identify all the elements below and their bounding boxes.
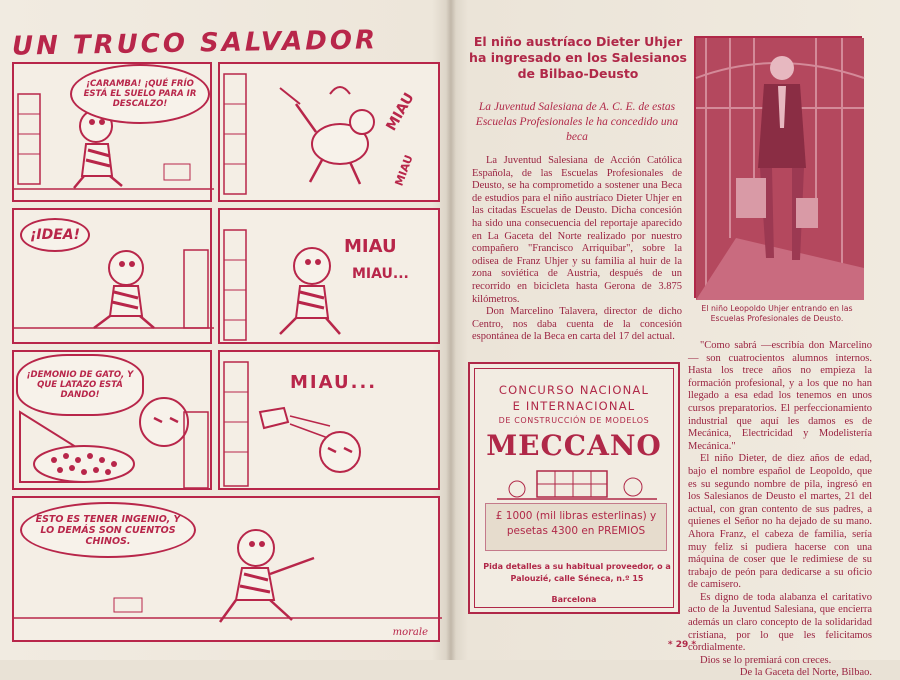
comic-panel-3 [12, 208, 212, 344]
ad-line-3: DE CONSTRUCCIÓN DE MODELOS [498, 416, 650, 425]
article-photo [694, 36, 862, 298]
article-paragraph-6: Dios se lo premiará con creces. [700, 654, 832, 666]
comic-panel-2 [218, 62, 440, 202]
article-column-left [472, 155, 682, 344]
article-paragraph-1: La Juventud Salesiana de Acción Católica Española, de las Escuelas Profesionales de Deusto, se ha comprometido a sostener una Beca de estudios para el niño austríaco Dieter Uhjer en las citadas Escuelas de Deusto. Dicha concesión ha sido una consecuencia del reportaje aparecido en La Gaceta del Norte realizado por nuestro compañero "Francisco Arriquibar", sobre la odisea de Franz Uhjer y su familia al huir de la zona soviética de Austria, después de un recorrido en bicicleta hasta Gerona de 3.875 kilómetros. [472, 155, 682, 305]
sound-effect-panel-4b: MIAU... [352, 266, 409, 282]
article-source: De la Gaceta del Norte, Bilbao. [739, 667, 872, 679]
artist-signature: morale [392, 627, 428, 638]
meccano-model-illustration [477, 465, 677, 505]
ad-brand-name: MECCANO [486, 429, 662, 462]
panel-2-drawing [220, 64, 442, 204]
speech-bubble-panel-1: ¡CARAMBA! ¡QUÉ FRÍO ESTÁ EL SUELO PARA IR DESCALZO! [70, 64, 210, 124]
comic-title: UN TRUCO SALVADOR [11, 25, 379, 62]
article-headline: El niño austríaco Dieter Uhjer ha ingresado en los Salesianos de Bilbao-Deusto [469, 34, 687, 81]
sound-effect-panel-4a: MIAU [344, 236, 397, 257]
comic-panel-4 [218, 208, 440, 344]
ad-details: Pida detalles a su habitual proveedor, o a Palouzié, calle Séneca, n.º 15 [483, 562, 671, 583]
sound-effect-panel-2b: MIAU [392, 153, 416, 188]
speech-bubble-panel-3: ¡IDEA! [20, 218, 90, 252]
article-paragraph-3: "Como sabrá —escribía don Marcelino— son cuatrocientos alumnos internos. Hasta los trece años no empieza la formación profesional, y a los que no han llegado a esa edad los tenemos en unos cursos preparatorios. El perfeccionamiento industrial que aquí les damos es de Mecánica, Electricidad y Modelistería Mecánica." [688, 340, 872, 452]
article-paragraph-2: Don Marcelino Talavera, director de dicho Centro, nos daba cuenta de la concesión espontánea de la Beca en carta del 17 del actual. [472, 306, 682, 343]
page-number: * 29 * [667, 640, 697, 650]
ad-prize-line-1: £ 1000 (mil libras esterlinas) y [495, 510, 657, 522]
ad-line-1: CONCURSO NACIONAL [498, 383, 650, 397]
ad-prize-line-2: pesetas 4300 en PREMIOS [506, 525, 646, 537]
article-subheading: La Juventud Salesiana de A. C. E. de estas Escuelas Profesionales le ha concedido una beca [475, 101, 679, 143]
ad-city: Barcelona [551, 595, 597, 604]
comic-panel-6 [218, 350, 440, 490]
page-gutter [446, 0, 456, 660]
photo-caption: El niño Leopoldo Uhjer entrando en las Escuelas Profesionales de Deusto. [701, 304, 853, 323]
sound-effect-panel-2a: MIAU [383, 90, 418, 134]
photo-illustration [696, 38, 864, 300]
article-column-right [688, 340, 872, 680]
ad-prize-box [485, 503, 667, 551]
ad-frame [474, 368, 674, 608]
comic-panel-7 [12, 496, 440, 642]
speech-bubble-panel-7: ESTO ES TENER INGENIO, Y LO DEMÁS SON CUENTOS CHINOS. [20, 502, 196, 558]
meccano-advertisement [468, 362, 680, 614]
ad-line-2: E INTERNACIONAL [512, 399, 636, 413]
comic-panel-5 [12, 350, 212, 490]
comic-panel-1 [12, 62, 212, 202]
sound-effect-panel-6: MIAU... [290, 372, 378, 393]
comic-strip [12, 62, 440, 642]
article-paragraph-4: El niño Dieter, de diez años de edad, bajo el nombre español de Leopoldo, que es su segundo nombre de pila, ingresó en los Salesianos de Deusto el martes, 21 del actual, con gran contento de sus padres, a quienes el Señor no ha dejado de su mano. Ahora Franz, el cabeza de familia, sería muy feliz si pudiera hacerse con una máquina de coser que le redimiese de su trabajo de peón para dedicarse a su oficio de camisero. [688, 453, 872, 591]
speech-bubble-panel-5: ¡DEMONIO DE GATO, Y QUE LATAZO ESTÁ DANDO! [16, 354, 144, 416]
article-paragraph-5: Es digno de toda alabanza el caritativo acto de la Juventud Salesiana, que encierra además un claro concepto de la solidaridad cristiana, por lo que les felicitamos cordialmente. [688, 591, 872, 654]
